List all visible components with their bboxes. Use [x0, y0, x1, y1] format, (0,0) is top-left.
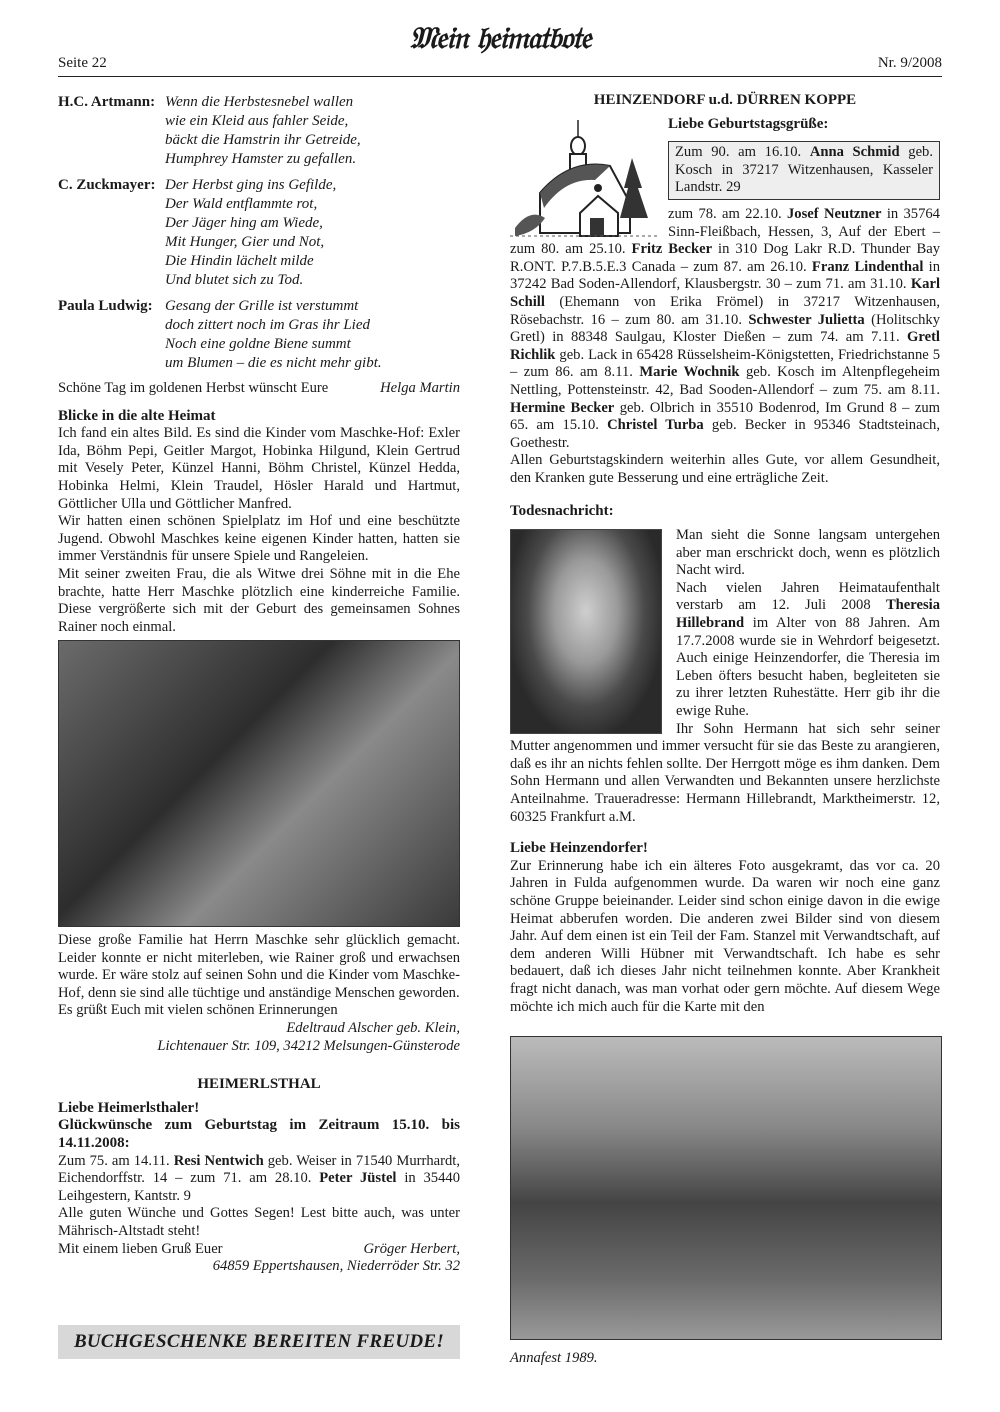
text-segment: zum 78. am 22.10.: [668, 205, 787, 222]
text-segment: im Alter von 88 Jahren. Am 17.7.2008 wurde sie in Wehrdorf beigesetzt. Auch einige Heinzendorfer, die Theresia im Leben öfters besucht haben, begleiteten sie zu ihrer letzten Ruhestätte. Herr gib ihr die ewige Ruhe.: [676, 615, 940, 719]
poem-line: Und blutet sich zu Tod.: [165, 272, 304, 288]
blicke-sign2: Lichtenauer Str. 109, 34212 Melsungen-Günsterode: [157, 1037, 460, 1054]
text-segment: in 37242 Bad Soden-Allendorf, Klausbergstr. 30 – zum 71. am 31.10.: [510, 258, 941, 293]
poems-section: [58, 93, 460, 636]
page-number: Seite 22: [58, 55, 107, 71]
name-highlight: Anna Schmid: [809, 144, 900, 161]
name-highlight: Hermine Becker: [510, 399, 615, 416]
text-segment: geb. Lack in 65428 Rüsselsheim-Königstetten, Friedrichstanne 5 – zum 86. am 8.11.: [510, 346, 940, 381]
heimerlsthal-sign2: 64859 Eppertshausen, Niederröder Str. 32: [212, 1258, 460, 1275]
heimerlsthal-sign1: Gröger Herbert,: [363, 1240, 460, 1257]
text-segment: geb. Kosch in 37217 Witzenhausen, Kasseler Landstr. 29: [675, 144, 933, 196]
church-drawing-icon: [510, 118, 660, 240]
heimerlsthal-title: HEIMERLSTHAL: [197, 1076, 321, 1093]
issue-number: Nr. 9/2008: [877, 55, 942, 71]
poem: [58, 297, 460, 373]
text-segment: Zum 75. am 14.11.: [58, 1152, 174, 1169]
poem: [58, 93, 460, 169]
poem-author: Paula Ludwig:: [58, 298, 153, 314]
heimerlsthal-closing: Mit einem lieben Gruß Euer: [58, 1240, 223, 1257]
heinzendorf-wishes: Allen Geburtstagskindern weiterhin alles Gute, vor allem Gesundheit, den Kranken gute Besserung und eine erträgliche Zeit.: [510, 452, 940, 486]
name-highlight: Resi Nentwich: [173, 1152, 264, 1169]
todes-title: Todesnachricht:: [510, 503, 614, 520]
blicke-sign1: Edeltraud Alscher geb. Klein,: [286, 1019, 460, 1036]
greeting-text: Schöne Tag im goldenen Herbst wünscht Eure: [58, 380, 329, 396]
poem-line: Wenn die Herbstesnebel wallen: [165, 94, 354, 110]
text-segment: in 35764 Sinn-Fleißbach, Hessen, 3, Auf der Ebert – zum 80. am 25.10.: [510, 205, 940, 258]
masthead-logo: 𝔐𝔢𝔦𝔫 𝔥𝔢𝔦𝔪𝔞𝔱𝔟𝔬𝔱𝔢: [409, 21, 591, 56]
text-segment: geb. Becker in 95346 Stadtsteinach, Goethestr.: [510, 417, 940, 451]
heinzendorf-body: [510, 206, 940, 452]
heinzendorf-sub: Liebe Geburtstagsgrüße:: [668, 115, 829, 132]
blicke-p3: Mit seiner zweiten Frau, die als Witwe drei Söhne mit in die Ehe brachte, hatte Herr Maschke plötzlich eine kinderreiche Familie. Diese vergrößerte sich mit der Geburt des gemeinsamen Sohnes Rainer noch einmal.: [58, 565, 460, 635]
name-highlight: Gretl Richlik: [510, 329, 940, 363]
poem-line: Humphrey Hamster zu gefallen.: [165, 151, 357, 167]
todes-p3: Ihr Sohn Hermann hat sich sehr seiner Mutter angenommen und immer versucht für sie das Beste zu arangieren, daß es ihr an nichts fehlen sollte. Der Herrgott möge es ihm danken. Dem Sohn Hermann und allen Verwandten und Bekannten unsere herzlichste Anteilnahme. Traueradresse: Hermann Hillebrandt, Marktheimerstr. 12, 60325 Frankfurt a.M.: [510, 720, 940, 825]
children-photo: [58, 640, 460, 927]
blicke-title: Blicke in die alte Heimat: [58, 407, 216, 424]
heinzendorf-section: [510, 92, 940, 1016]
name-highlight: Schwester Julietta: [748, 311, 865, 328]
text-segment: Nach vielen Jahren Heimataufenthalt verstarb am 12. Juli 2008: [676, 579, 940, 614]
blicke-p1: Ich fand ein altes Bild. Es sind die Kinder vom Maschke-Hof: Exler Ida, Böhm Pepi, Geitler Margot, Hobinka Hilgund, Klein Gertrud mit Vesely Peter, Künzel Hanni, Böhm Christel, Künzel Hedda, Hobinka Helmi, Klein Traudel, Hösler Harald und Hartmut, Göttlicher Ulla und Göttlicher Manfred.: [58, 425, 460, 512]
poem-line: Gesang der Grille ist verstummt: [165, 298, 359, 314]
liebe-body: Zur Erinnerung habe ich ein älteres Foto ausgekramt, das vor ca. 20 Jahren in Fulda aufgenommen wurde. Da waren wir noch eine ganz schöne Gruppe beieinander. Leider sind schon einige davon in die ewige Heimat abberufen worden. Die anderen zwei Bilder sind von diesem Jahr. Auf dem einen ist ein Teil der Fam. Stanzel mit Verwandtschaft, auf dem anderen Willi Hübner mit Verwandtschaft. Ich habe es sehr bedauert, daß ich dieses Jahr nicht teilnehmen konnte. Aber Krankheit fragt nicht danach, was man vorhat oder gern möchte. Auf diesem Wege möchte ich mich auch für die Karte mit den: [510, 857, 940, 1015]
heimerlsthal-sub2: Glückwünsche zum Geburtstag im Zeitraum 15.10. bis 14.11.2008:: [58, 1117, 460, 1151]
text-segment: geb. Olbrich in 35510 Bodenrod, Im Grund 8 – zum 65. am 15.10.: [510, 399, 940, 434]
anna-schmid-box: [668, 141, 940, 200]
name-highlight: Marie Wochnik: [639, 364, 740, 381]
name-highlight: Fritz Becker: [631, 241, 713, 258]
text-segment: (Holitschky Gretl) in 88348 Saulgau, Kloster Dießen – zum 74. am 7.11.: [510, 311, 940, 346]
name-highlight: Peter Jüstel: [319, 1170, 397, 1187]
poem-lines: [165, 297, 382, 373]
poem-line: Die Hindin lächelt milde: [165, 253, 314, 269]
poem-author: C. Zuckmayer:: [58, 177, 156, 193]
poem-lines: [165, 176, 336, 290]
text-segment: geb. Kosch im Altenpflegeheim Nettling, Pottensteinstr. 42, Bad Sooden-Allendorf – zum 75. am 8.11.: [510, 364, 940, 398]
heimerlsthal-p2: Alle guten Wünche und Gottes Segen! Lest bitte auch, was unter Mährisch-Altstadt steht!: [58, 1205, 460, 1239]
portrait-photo: [510, 529, 662, 734]
heimerlsthal-sub1: Liebe Heimerlsthaler!: [58, 1099, 200, 1116]
book-gift-banner: BUCHGESCHENKE BEREITEN FREUDE!: [58, 1325, 460, 1359]
text-segment: Zum 90. am 16.10.: [675, 144, 810, 161]
name-highlight: Josef Neutzner: [787, 205, 882, 222]
blicke-after-p1: Diese große Familie hat Herrn Maschke sehr glücklich gemacht. Leider konnte er nicht miterleben, wie Rainer groß und erwachsen wurde. Er wäre stolz auf seinen Sohn und die Kinder vom Maschke-Hof, denn sie sind alle tüchtige und anständige Menschen geworden.: [58, 932, 460, 1001]
poem-line: Mit Hunger, Gier und Not,: [165, 234, 325, 250]
poem-line: um Blumen – die es nicht mehr gibt.: [165, 355, 382, 371]
blicke-p2: Wir hatten einen schönen Spielplatz im Hof und eine beschützte Jugend. Obwohl Maschkes keine eigenen Kinder hatten, hatten sie immer Verständnis für unsere Spiele und Rangeleien.: [58, 513, 460, 565]
poem-author: H.C. Artmann:: [58, 94, 156, 110]
poem-line: bäckt die Hamstrin ihr Getreide,: [165, 132, 361, 148]
name-highlight: Christel Turba: [607, 417, 704, 434]
name-highlight: Franz Lindenthal: [811, 258, 924, 275]
poem: [58, 176, 460, 290]
poem-line: Der Wald entflammte rot,: [165, 196, 318, 212]
poem-line: wie ein Kleid aus fahler Seide,: [165, 113, 349, 129]
liebe-title: Liebe Heinzendorfer!: [510, 840, 648, 857]
annafest-photo: [510, 1036, 942, 1340]
name-highlight: Karl Schill: [510, 276, 940, 310]
text-segment: geb. Weiser in 71540 Murrhardt, Eichendorffstr. 14 – zum 71. am 28.10.: [58, 1152, 460, 1187]
poem-line: doch zittert noch im Gras ihr Lied: [165, 317, 370, 333]
name-highlight: Theresia Hillebrand: [676, 597, 940, 632]
header-rule: [58, 76, 942, 77]
greeting-signature: Helga Martin: [380, 380, 460, 396]
text-segment: in 310 Dog Lakr R.D. Thunder Bay R.ONT. P.7.B.5.E.3 Canada – zum 87. am 26.10.: [510, 241, 940, 275]
poem-line: Der Herbst ging ins Gefilde,: [165, 177, 337, 193]
text-segment: (Ehemann von Erika Frömel) in 37217 Witzenhausen, Rösebachstr. 16 – zum 80. am 31.10.: [510, 293, 940, 328]
annafest-caption: Annafest 1989.: [510, 1350, 598, 1366]
blicke-after-p2: Es grüßt Euch mit vielen schönen Erinnerungen: [58, 1002, 338, 1019]
todes-quote: Man sieht die Sonne langsam untergehen aber man erschrickt doch, wenn es plötzlich Nacht wird.: [676, 527, 940, 579]
heinzendorf-title: HEINZENDORF u.d. DÜRREN KOPPE: [593, 92, 857, 108]
poem-line: Der Jäger hing am Wiede,: [165, 215, 323, 231]
heimerlsthal-body: [58, 1153, 460, 1206]
blicke-after: [58, 932, 460, 1276]
poem-line: Noch eine goldne Biene summt: [165, 336, 351, 352]
text-segment: in 35440 Leihgestern, Kantstr. 9: [58, 1170, 460, 1204]
poem-lines: [165, 93, 361, 169]
